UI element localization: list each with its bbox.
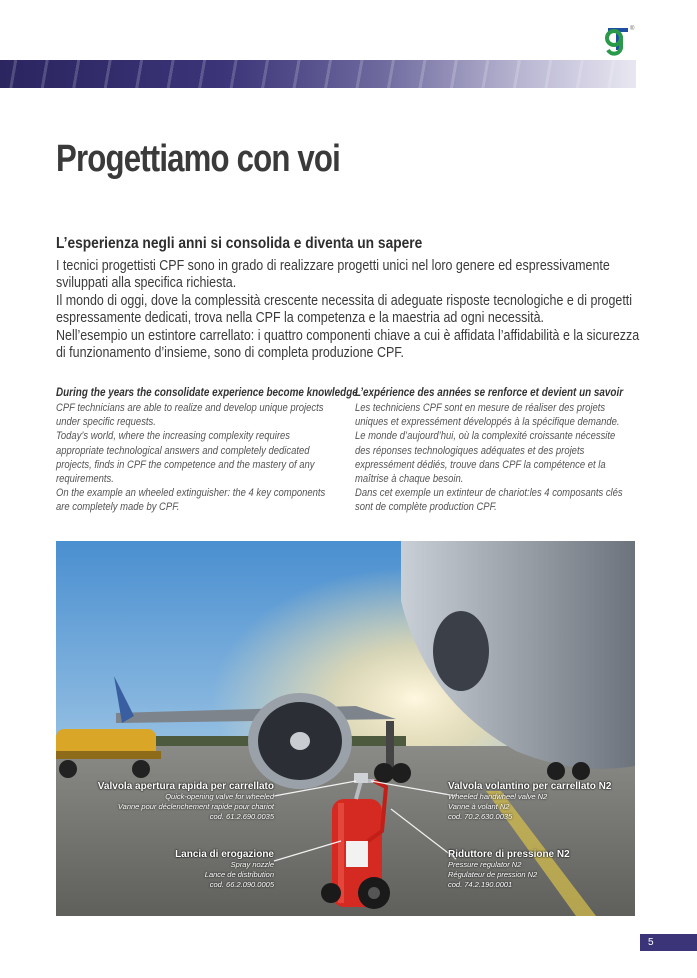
callout-code: cod. 74.2.190.0001 <box>448 880 513 889</box>
callout-title: Valvola apertura rapida per carrellato <box>97 781 274 792</box>
callout-fr: Régulateur de pression N2 <box>448 870 538 879</box>
callout-fr: Vanne pour déclenchement rapide pour chariot <box>117 802 274 811</box>
english-line: On the example an wheeled extinguisher: the 4 key components <box>56 487 326 500</box>
english-line: projects, finds in CPF the competence and the mastery of any <box>56 458 315 471</box>
english-line: appropriate technological answers and completely dedicated <box>56 444 310 457</box>
english-line: requirements. <box>56 473 114 486</box>
callout-code: cod. 61.2.690.0035 <box>209 812 274 821</box>
english-line: Today’s world, where the increasing complexity requires <box>56 430 290 443</box>
french-line: sont de complète production CPF. <box>355 501 497 514</box>
callout-en: Quick-opening valve for wheeled <box>165 792 274 801</box>
italian-line: di funzionamento d’insieme, sono di completa produzione CPF. <box>56 345 404 362</box>
italian-line: Nell’esempio un estintore carrellato: i quattro componenti chiave a cui è affidata l’affidabilità e la sicurezza <box>56 327 640 344</box>
french-line: Le monde d’aujourd’hui, où la complexité croissante nécessite <box>355 430 616 443</box>
callout-title: Lancia di erogazione <box>175 849 274 860</box>
french-heading: L’expérience des années se renforce et devient un savoir <box>355 387 624 399</box>
english-column <box>56 387 358 515</box>
callout-code: cod. 70.2.630.0035 <box>448 812 513 821</box>
callout-fr: Lance de distribution <box>204 870 274 879</box>
section-subtitle: L’esperienza negli anni si consolida e diventa un sapere <box>56 235 423 252</box>
english-heading: During the years the consolidate experience become knowledge <box>56 387 358 399</box>
callout-hand-valve <box>448 781 611 822</box>
english-line: CPF technicians are able to realize and develop unique projects <box>56 402 324 414</box>
italian-line: I tecnici progettisti CPF sono in grado di realizzare progetti unici nel loro genere ed espressivamente <box>56 258 610 274</box>
callout-nozzle <box>116 849 274 890</box>
page-number: 5 <box>640 934 697 951</box>
callout-code: cod. 66.2.090.0005 <box>209 880 274 889</box>
french-line: maîtrise à chaque besoin. <box>355 473 464 486</box>
callout-regulator <box>448 849 570 890</box>
italian-line: Il mondo di oggi, dove la complessità crescente necessita di adeguate risposte tecnologiche e di progetti <box>56 292 633 309</box>
callout-fr: Vanne à volant N2 <box>448 802 510 811</box>
airport-extinguisher-photo <box>56 541 635 916</box>
english-line: under specific requests. <box>56 416 156 429</box>
page-title: Progettiamo con voi <box>56 138 340 180</box>
callout-quick-valve <box>86 781 274 822</box>
french-line: Les techniciens CPF sont en mesure de réaliser des projets <box>355 402 606 414</box>
callout-en: Spray nozzle <box>230 860 274 869</box>
callout-title: Valvola volantino per carrellato N2 <box>448 781 612 792</box>
italian-line: espressamente dedicati, trova nella CPF la competenza e la maestria ad ogni necessità. <box>56 310 544 327</box>
callout-en: Pressure regulator N2 <box>448 860 522 869</box>
italian-line: sviluppati alla specifica richiesta. <box>56 275 237 292</box>
french-line: des réponses technologiques adéquates et des projets <box>355 444 585 457</box>
callout-title: Riduttore di pressione N2 <box>448 849 570 860</box>
french-line: uniques et expressément développés à la spécifique demande. <box>355 416 620 429</box>
header-stripe <box>0 60 636 88</box>
callout-en: Wheeled handwheel valve N2 <box>448 792 548 801</box>
french-line: Dans cet exemple un extinteur de chariot:les 4 composants clés <box>355 487 623 500</box>
italian-body <box>56 258 641 362</box>
registered-mark: ® <box>630 26 635 32</box>
french-column <box>355 387 639 515</box>
english-line: are completely made by CPF. <box>56 501 180 514</box>
french-line: expressément dédiés, trouve dans CPF la compétence et la <box>355 458 606 471</box>
